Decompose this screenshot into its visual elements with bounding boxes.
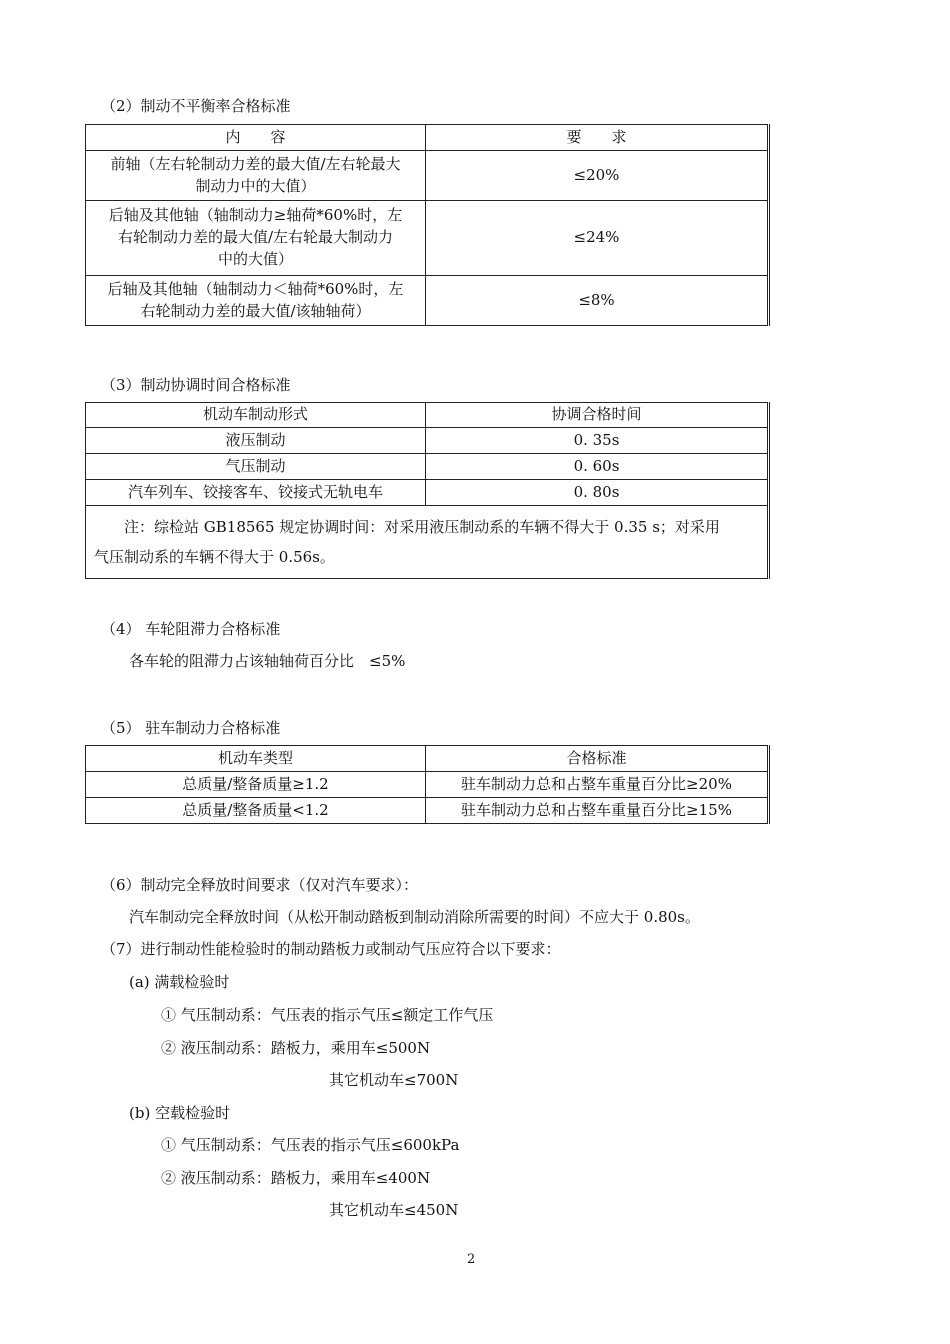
row-requirement: ≤20% xyxy=(426,151,769,201)
table-row xyxy=(86,151,769,201)
row-vehicle-type: 总质量/整备质量<1.2 xyxy=(86,798,426,824)
header-time: 协调合格时间 xyxy=(426,403,769,428)
row-vehicle-type: 总质量/整备质量≥1.2 xyxy=(86,772,426,798)
header-standard: 合格标准 xyxy=(426,746,769,772)
table-row xyxy=(86,428,769,454)
section-5-heading: （5） 驻车制动力合格标准 xyxy=(101,719,281,737)
section-6-text: 汽车制动完全释放时间（从松开制动踏板到制动消除所需要的时间）不应大于 0.80s。 xyxy=(129,908,700,926)
row-brake-type: 汽车列车、铰接客车、铰接式无轨电车 xyxy=(86,480,426,506)
section-4-text: 各车轮的阻滞力占该轴轴荷百分比 ≤5% xyxy=(129,652,406,670)
section-6-heading: （6）制动完全释放时间要求（仅对汽车要求）： xyxy=(101,876,419,894)
row-content: 后轴及其他轴（轴制动力＜轴荷*60%时，左 右轮制动力差的最大值/该轴轴荷） xyxy=(86,276,426,326)
table-row xyxy=(86,201,769,276)
table-row xyxy=(86,772,769,798)
no-load-item-2: ② 液压制动系：踏板力，乘用车≤400N xyxy=(161,1169,431,1187)
section-2-heading: （2）制动不平衡率合格标准 xyxy=(101,97,291,115)
row-requirement: ≤8% xyxy=(426,276,769,326)
row-requirement: ≤24% xyxy=(426,201,769,276)
section-3-heading: （3）制动协调时间合格标准 xyxy=(101,376,291,394)
header-vehicle-type: 机动车类型 xyxy=(86,746,426,772)
row-time: 0. 35s xyxy=(426,428,769,454)
no-load-label: (b) 空载检验时 xyxy=(129,1104,231,1122)
parking-brake-table xyxy=(85,745,770,824)
table-row xyxy=(86,454,769,480)
row-standard: 驻车制动力总和占整车重量百分比≥20% xyxy=(426,772,769,798)
full-load-item-2: ② 液压制动系：踏板力，乘用车≤500N xyxy=(161,1039,431,1057)
no-load-item-1: ① 气压制动系：气压表的指示气压≤600kPa xyxy=(161,1136,460,1154)
full-load-item-1: ① 气压制动系：气压表的指示气压≤额定工作气压 xyxy=(161,1006,494,1024)
row-time: 0. 60s xyxy=(426,454,769,480)
full-load-item-3: 其它机动车≤700N xyxy=(329,1071,459,1089)
section-4-heading: （4） 车轮阻滞力合格标准 xyxy=(101,620,281,638)
row-brake-type: 气压制动 xyxy=(86,454,426,480)
page-number: 2 xyxy=(467,1252,476,1267)
table-row xyxy=(86,798,769,824)
table-row xyxy=(86,480,769,506)
full-load-label: (a) 满载检验时 xyxy=(129,973,230,991)
table-row xyxy=(86,276,769,326)
no-load-item-3: 其它机动车≤450N xyxy=(329,1201,459,1219)
header-requirement: 要 求 xyxy=(426,125,769,151)
section-7-heading: （7）进行制动性能检验时的制动踏板力或制动气压应符合以下要求： xyxy=(101,940,561,958)
row-standard: 驻车制动力总和占整车重量百分比≥15% xyxy=(426,798,769,824)
row-content: 前轴（左右轮制动力差的最大值/左右轮最大 制动力中的大值） xyxy=(86,151,426,201)
header-brake-type: 机动车制动形式 xyxy=(86,403,426,428)
row-content: 后轴及其他轴（轴制动力≥轴荷*60%时，左 右轮制动力差的最大值/左右轮最大制动力 中的大值） xyxy=(86,201,426,276)
coordination-time-table xyxy=(85,402,770,579)
imbalance-table xyxy=(85,124,770,326)
table-note: 注：综检站 GB18565 规定协调时间：对采用液压制动系的车辆不得大于 0.35 s；对采用 气压制动系的车辆不得大于 0.56s。 xyxy=(86,506,769,579)
row-time: 0. 80s xyxy=(426,480,769,506)
row-brake-type: 液压制动 xyxy=(86,428,426,454)
header-content: 内 容 xyxy=(86,125,426,151)
